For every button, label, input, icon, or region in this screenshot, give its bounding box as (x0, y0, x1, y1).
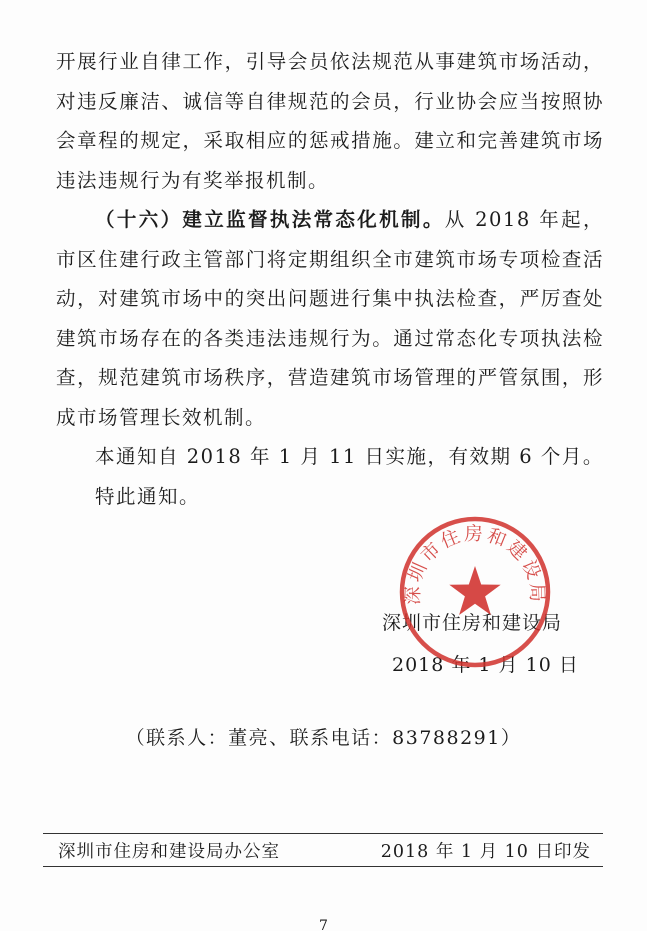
star-icon (449, 566, 500, 615)
closing-statement: 特此通知。 (95, 484, 201, 508)
page-number: 7 (319, 918, 328, 934)
paragraph-16 (56, 200, 604, 437)
footer-issuer: 深圳市住房和建设局办公室 (58, 842, 280, 862)
seal-text: 深圳市住房和建设局 (402, 524, 548, 606)
contact-info: （联系人：董亮、联系电话：83788291） (125, 727, 522, 749)
signature-organization: 深圳市住房和建设局 (382, 612, 563, 634)
footer-bottom-rule (43, 866, 603, 867)
signature-date: 2018 年 1 月 10 日 (392, 654, 579, 676)
paragraph-continuation: 开展行业自律工作，引导会员依法规范从事建筑市场活动，对违反廉洁、诚信等自律规范的会员，行业协会应当按照协会章程的规定，采取相应的惩戒措施。建立和完善建筑市场违法违规行为有奖举报机制。 (56, 50, 604, 192)
document-body (56, 42, 604, 516)
official-seal (397, 514, 553, 670)
footer-top-rule (43, 833, 603, 834)
paragraph-16-heading: （十六）建立监督执法常态化机制。 (95, 208, 445, 231)
effective-notice: 本通知自 2018 年 1 月 11 日实施，有效期 6 个月。 (95, 445, 604, 468)
footer-issued-date: 2018 年 1 月 10 日印发 (380, 842, 591, 862)
paragraph-16-body: 从 2018 年起，市区住建行政主管部门将定期组织全市建筑市场专项检查活动，对建筑市场中的突出问题进行集中执法检查，严厉查处建筑市场存在的各类违法违规行为。通过常态化专项执法检查，规范建筑市场秩序，营造建筑市场管理的严管氛围，形成市场管理长效机制。 (56, 208, 604, 429)
